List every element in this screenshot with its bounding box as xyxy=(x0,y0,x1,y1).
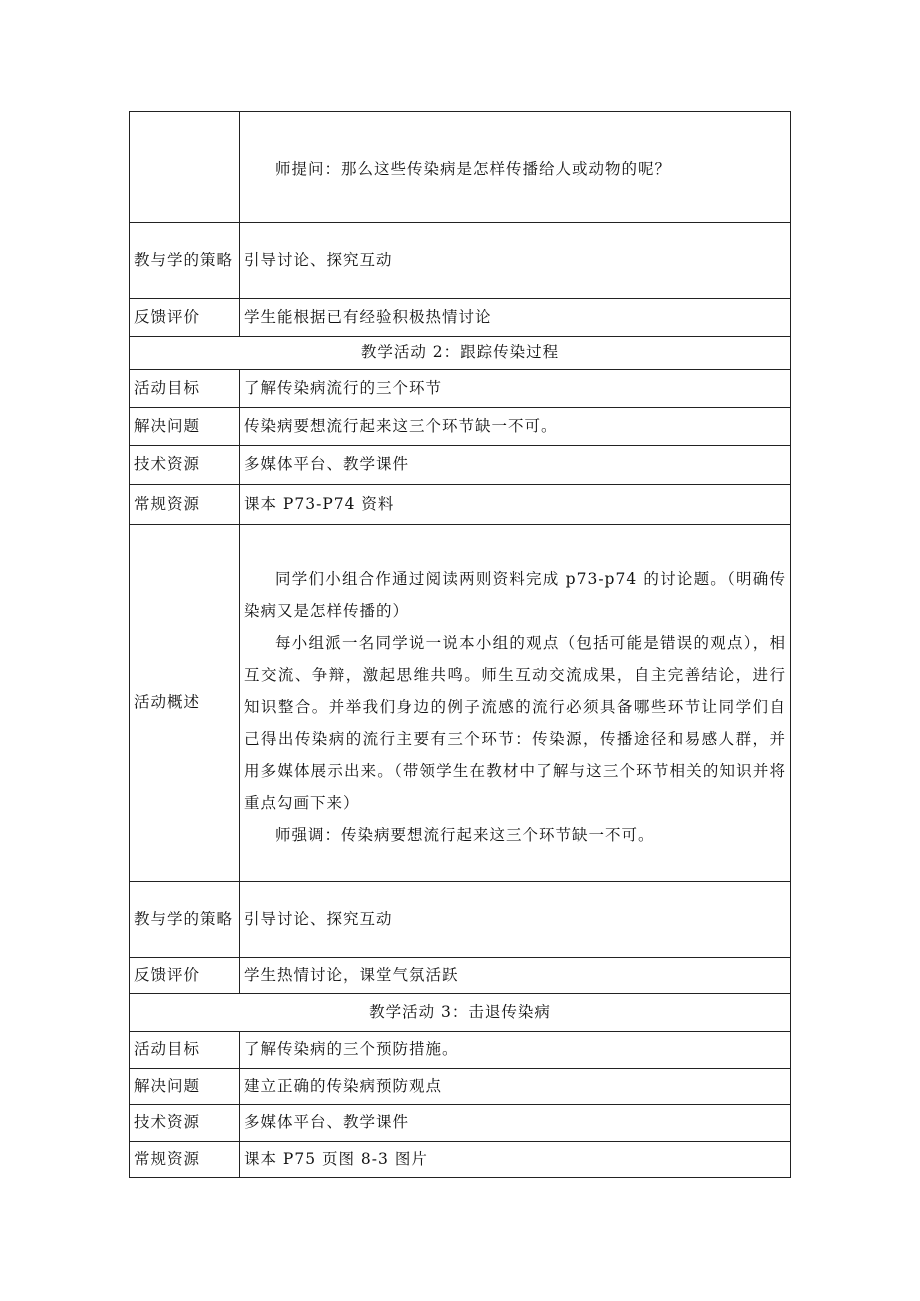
row-label: 教与学的策略 xyxy=(130,223,240,299)
row-label: 反馈评价 xyxy=(130,958,240,994)
row-value: 引导讨论、探究互动 xyxy=(240,223,791,299)
row-value: 引导讨论、探究互动 xyxy=(240,882,791,958)
table-row xyxy=(130,112,791,223)
row-label: 常规资源 xyxy=(130,1142,240,1178)
row-label: 活动目标 xyxy=(130,370,240,408)
row-label: 解决问题 xyxy=(130,1069,240,1105)
overview-paragraph: 每小组派一名同学说一说本小组的观点（包括可能是错误的观点），相互交流、争辩，激起思维共鸣。师生互动交流成果，自主完善结论，进行知识整合。并举我们身边的例子流感的流行必须具备哪些环节让同学们自己得出传染病的流行主要有三个环节：传染源，传播途径和易感人群，并用多媒体展示出来。（带领学生在教材中了解与这三个环节相关的知识并将重点勾画下来） xyxy=(244,634,786,812)
row-label: 技术资源 xyxy=(130,1105,240,1142)
row-label: 活动概述 xyxy=(130,525,240,882)
row-label: 常规资源 xyxy=(130,485,240,525)
row-label: 技术资源 xyxy=(130,446,240,485)
activity-overview xyxy=(240,525,791,882)
table-row xyxy=(130,485,791,525)
row-value: 了解传染病的三个预防措施。 xyxy=(240,1032,791,1069)
row-label: 解决问题 xyxy=(130,408,240,446)
row-value: 建立正确的传染病预防观点 xyxy=(240,1069,791,1105)
row-label-empty xyxy=(130,112,240,223)
section-heading: 教学活动 3：击退传染病 xyxy=(130,994,791,1032)
row-label: 活动目标 xyxy=(130,1032,240,1069)
table-row xyxy=(130,223,791,299)
row-value xyxy=(240,112,791,223)
row-value: 传染病要想流行起来这三个环节缺一不可。 xyxy=(240,408,791,446)
table-row xyxy=(130,299,791,337)
row-label: 反馈评价 xyxy=(130,299,240,337)
table-row xyxy=(130,370,791,408)
table-row xyxy=(130,446,791,485)
table-row xyxy=(130,408,791,446)
table-row xyxy=(130,958,791,994)
table-row xyxy=(130,337,791,370)
table-row xyxy=(130,1105,791,1142)
row-value: 课本 P73-P74 资料 xyxy=(240,485,791,525)
table-row xyxy=(130,882,791,958)
overview-paragraph: 师强调：传染病要想流行起来这三个环节缺一不可。 xyxy=(275,826,655,844)
table-row xyxy=(130,1142,791,1178)
table-row xyxy=(130,525,791,882)
table-row xyxy=(130,1032,791,1069)
section-heading: 教学活动 2：跟踪传染过程 xyxy=(130,337,791,370)
teacher-question: 师提问：那么这些传染病是怎样传播给人或动物的呢？ xyxy=(275,160,672,178)
row-value: 学生热情讨论，课堂气氛活跃 xyxy=(240,958,791,994)
table-row xyxy=(130,1069,791,1105)
row-value: 多媒体平台、教学课件 xyxy=(240,1105,791,1142)
row-value: 了解传染病流行的三个环节 xyxy=(240,370,791,408)
row-value: 课本 P75 页图 8-3 图片 xyxy=(240,1142,791,1178)
lesson-plan-table xyxy=(129,111,791,1178)
row-label: 教与学的策略 xyxy=(130,882,240,958)
row-value: 学生能根据已有经验积极热情讨论 xyxy=(240,299,791,337)
table-row xyxy=(130,994,791,1032)
row-value: 多媒体平台、教学课件 xyxy=(240,446,791,485)
overview-paragraph: 同学们小组合作通过阅读两则资料完成 p73-p74 的讨论题。（明确传染病又是怎样传播的） xyxy=(244,570,786,620)
